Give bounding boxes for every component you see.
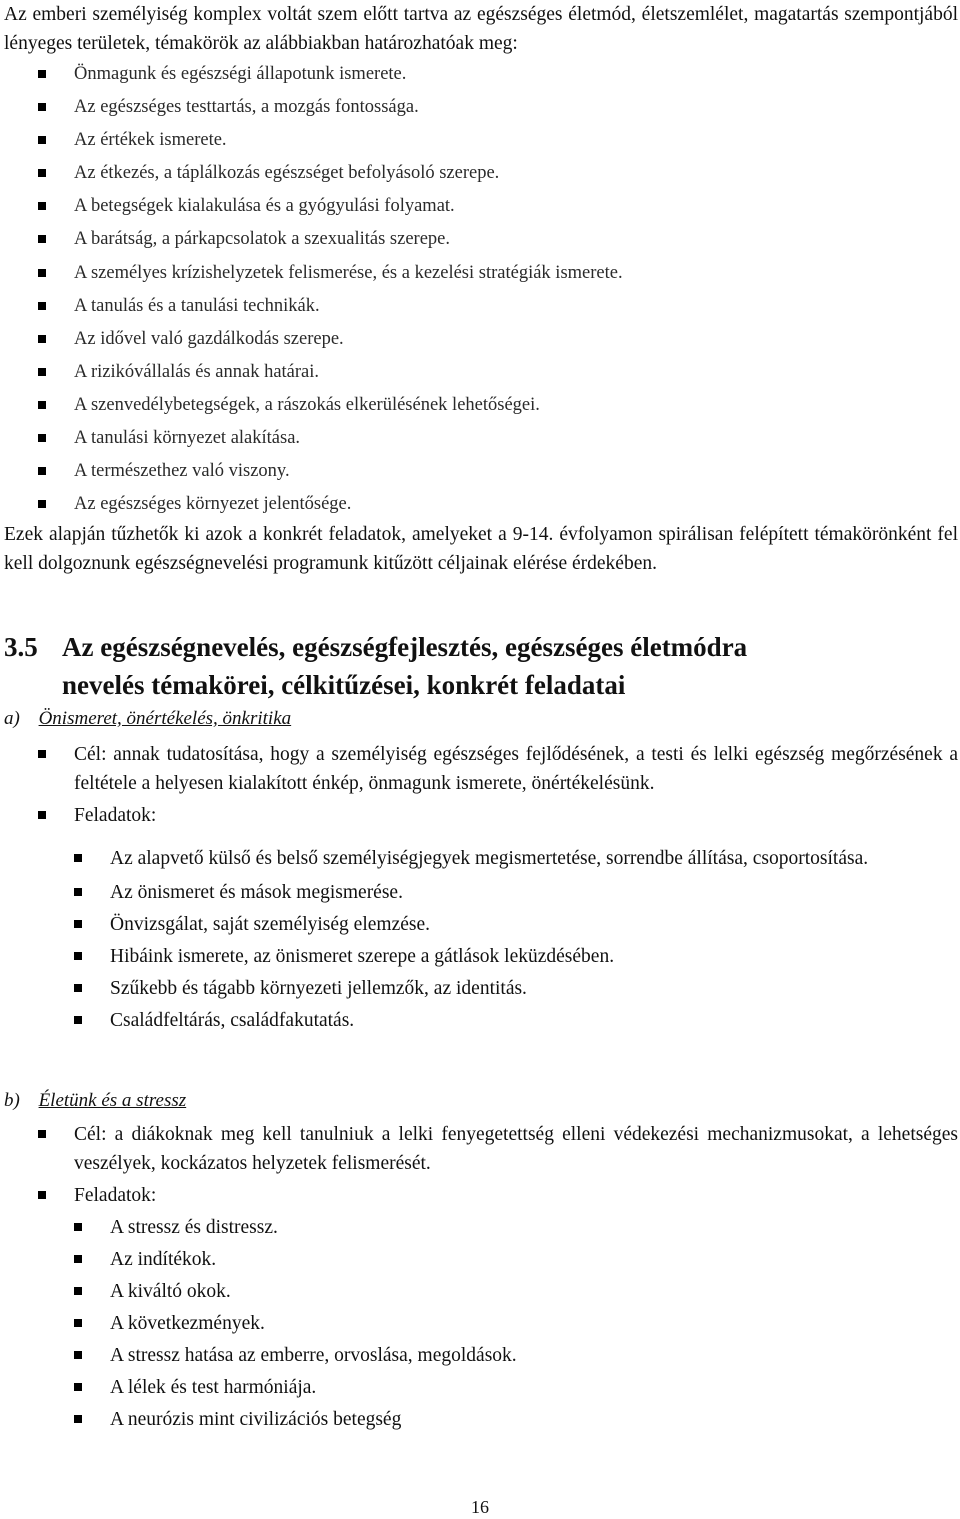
goal-item: Cél: annak tudatosítása, hogy a személyiség egészséges fejlődésének, a testi és lelki egészség megőrzésének a feltétele a helyesen kialakított énkép, önmagunk ismerete, önértékelésünk. <box>0 740 960 798</box>
square-bullet-icon <box>74 1415 82 1423</box>
task-item: Az önismeret és mások megismerése. <box>0 878 960 907</box>
list-item: Az idővel való gazdálkodás szerepe. <box>0 323 960 356</box>
goal-item: Cél: a diákoknak meg kell tanulniuk a lelki fenyegetettség elleni védekezési mechanizmusokat, a lehetséges veszélyek, kockázatos helyzetek felismerését. <box>0 1120 960 1178</box>
square-bullet-icon <box>74 1223 82 1231</box>
square-bullet-icon <box>74 952 82 960</box>
task-item: A lélek és test harmóniája. <box>0 1373 960 1402</box>
square-bullet-icon <box>38 1191 46 1199</box>
task-item: Szűkebb és tágabb környezeti jellemzők, az identitás. <box>0 974 960 1003</box>
square-bullet-icon <box>38 302 46 310</box>
list-item: A természethez való viszony. <box>0 455 960 488</box>
square-bullet-icon <box>38 368 46 376</box>
square-bullet-icon <box>38 750 46 758</box>
square-bullet-icon <box>38 434 46 442</box>
list-item: A szenvedélybetegségek, a rászokás elkerülésének lehetőségei. <box>0 389 960 422</box>
square-bullet-icon <box>38 103 46 111</box>
square-bullet-icon <box>38 136 46 144</box>
square-bullet-icon <box>74 1287 82 1295</box>
section-heading <box>4 628 958 704</box>
tasks-label: Feladatok: <box>0 1181 960 1210</box>
square-bullet-icon <box>74 1351 82 1359</box>
task-item: A stressz hatása az emberre, orvoslása, megoldások. <box>0 1341 960 1370</box>
square-bullet-icon <box>38 811 46 819</box>
square-bullet-icon <box>38 169 46 177</box>
list-item: Az egészséges testtartás, a mozgás fontossága. <box>0 91 960 124</box>
square-bullet-icon <box>38 235 46 243</box>
heading-line-2: nevelés témakörei, célkitűzései, konkrét feladatai <box>62 670 626 700</box>
task-item: Az indítékok. <box>0 1245 960 1274</box>
subsection-a <box>0 740 960 1035</box>
square-bullet-icon <box>74 854 82 862</box>
summary-paragraph: Ezek alapján tűzhetők ki azok a konkrét feladatok, amelyeket a 9-14. évfolyamon spirálisan felépített témakörönként fel kell dolgoznunk egészségnevelési programunk kitűzött céljainak elérése érdekében. <box>4 524 958 574</box>
list-item: Önmagunk és egészségi állapotunk ismerete. <box>0 58 960 91</box>
section-number: 3.5 <box>4 632 38 662</box>
heading-line-1: Az egészségnevelés, egészségfejlesztés, egészséges életmódra <box>62 632 748 662</box>
square-bullet-icon <box>74 920 82 928</box>
square-bullet-icon <box>74 888 82 896</box>
task-item: Hibáink ismerete, az önismeret szerepe a gátlások leküzdésében. <box>0 942 960 971</box>
tasks-label: Feladatok: <box>0 801 960 830</box>
intro-paragraph: Az emberi személyiség komplex voltát szem előtt tartva az egészséges életmód, életszemlélet, magatartás szempontjából lényeges területek, témakörök az alábbiakban határozhatóak meg: <box>4 4 958 54</box>
square-bullet-icon <box>38 70 46 78</box>
list-item: A személyes krízishelyzetek felismerése, és a kezelési stratégiák ismerete. <box>0 257 960 290</box>
list-item: Az értékek ismerete. <box>0 124 960 157</box>
list-item: Az egészséges környezet jelentősége. <box>0 488 960 521</box>
list-item: A tanulás és a tanulási technikák. <box>0 290 960 323</box>
square-bullet-icon <box>38 1130 46 1138</box>
square-bullet-icon <box>38 500 46 508</box>
task-item: Családfeltárás, családfakutatás. <box>0 1006 960 1035</box>
topics-list <box>0 58 960 521</box>
list-item: A barátság, a párkapcsolatok a szexualitás szerepe. <box>0 223 960 256</box>
subsection-a-title: a) Önismeret, önértékelés, önkritika <box>4 708 292 729</box>
square-bullet-icon <box>74 1255 82 1263</box>
task-item: A neurózis mint civilizációs betegség <box>0 1405 960 1434</box>
square-bullet-icon <box>74 1383 82 1391</box>
square-bullet-icon <box>74 1319 82 1327</box>
list-item: A betegségek kialakulása és a gyógyulási folyamat. <box>0 190 960 223</box>
square-bullet-icon <box>74 984 82 992</box>
square-bullet-icon <box>38 202 46 210</box>
subsection-b-title: b) Életünk és a stressz <box>4 1090 187 1111</box>
task-item: A stressz és distressz. <box>0 1213 960 1242</box>
square-bullet-icon <box>38 269 46 277</box>
list-item: Az étkezés, a táplálkozás egészséget befolyásoló szerepe. <box>0 157 960 190</box>
subsection-b <box>0 1120 960 1434</box>
square-bullet-icon <box>38 401 46 409</box>
square-bullet-icon <box>74 1016 82 1024</box>
list-item: A rizikóvállalás és annak határai. <box>0 356 960 389</box>
square-bullet-icon <box>38 335 46 343</box>
square-bullet-icon <box>38 467 46 475</box>
task-item: A kiváltó okok. <box>0 1277 960 1306</box>
list-item: A tanulási környezet alakítása. <box>0 422 960 455</box>
page-number: 16 <box>471 1497 489 1517</box>
task-item: Az alapvető külső és belső személyiségjegyek megismertetése, sorrendbe állítása, csoportosítása. <box>0 844 960 873</box>
task-item: A következmények. <box>0 1309 960 1338</box>
task-item: Önvizsgálat, saját személyiség elemzése. <box>0 910 960 939</box>
